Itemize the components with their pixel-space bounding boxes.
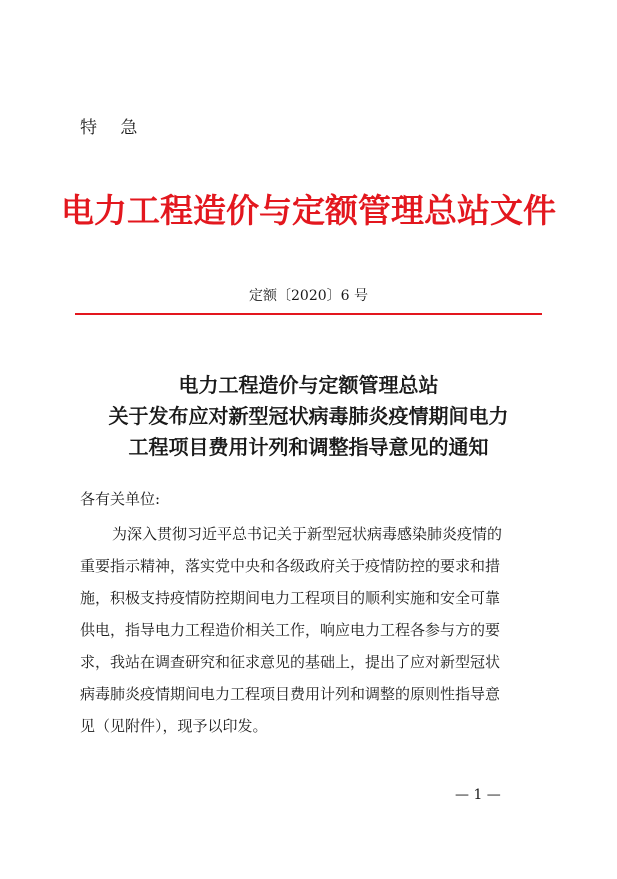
issuer-heading: 电力工程造价与定额管理总站文件 — [61, 191, 556, 230]
body-line: 见（见附件），现予以印发。 — [80, 717, 268, 735]
body-paragraph — [80, 518, 540, 742]
salutation: 各有关单位: — [80, 490, 161, 508]
document-title — [0, 370, 617, 463]
red-divider-line — [75, 313, 542, 315]
urgency-label: 特 急 — [80, 118, 147, 138]
title-line: 电力工程造价与定额管理总站 — [178, 373, 439, 397]
document-number: 定额〔2020〕6 号 — [249, 288, 368, 304]
body-line: 求，我站在调查研究和征求意见的基础上，提出了应对新型冠状 — [80, 653, 501, 671]
body-line: 为深入贯彻习近平总书记关于新型冠状病毒感染肺炎疫情的 — [112, 525, 503, 543]
body-line: 施，积极支持疫情防控期间电力工程项目的顺利实施和安全可靠 — [80, 589, 501, 607]
title-line: 关于发布应对新型冠状病毒肺炎疫情期间电力 — [108, 404, 509, 428]
page-number: — 1 — — [455, 787, 501, 803]
body-line: 重要指示精神，落实党中央和各级政府关于疫情防控的要求和措 — [80, 557, 501, 575]
body-line: 供电，指导电力工程造价相关工作，响应电力工程各参与方的要 — [80, 621, 501, 639]
title-line: 工程项目费用计列和调整指导意见的通知 — [128, 435, 489, 459]
body-line: 病毒肺炎疫情期间电力工程项目费用计列和调整的原则性指导意 — [80, 685, 501, 703]
